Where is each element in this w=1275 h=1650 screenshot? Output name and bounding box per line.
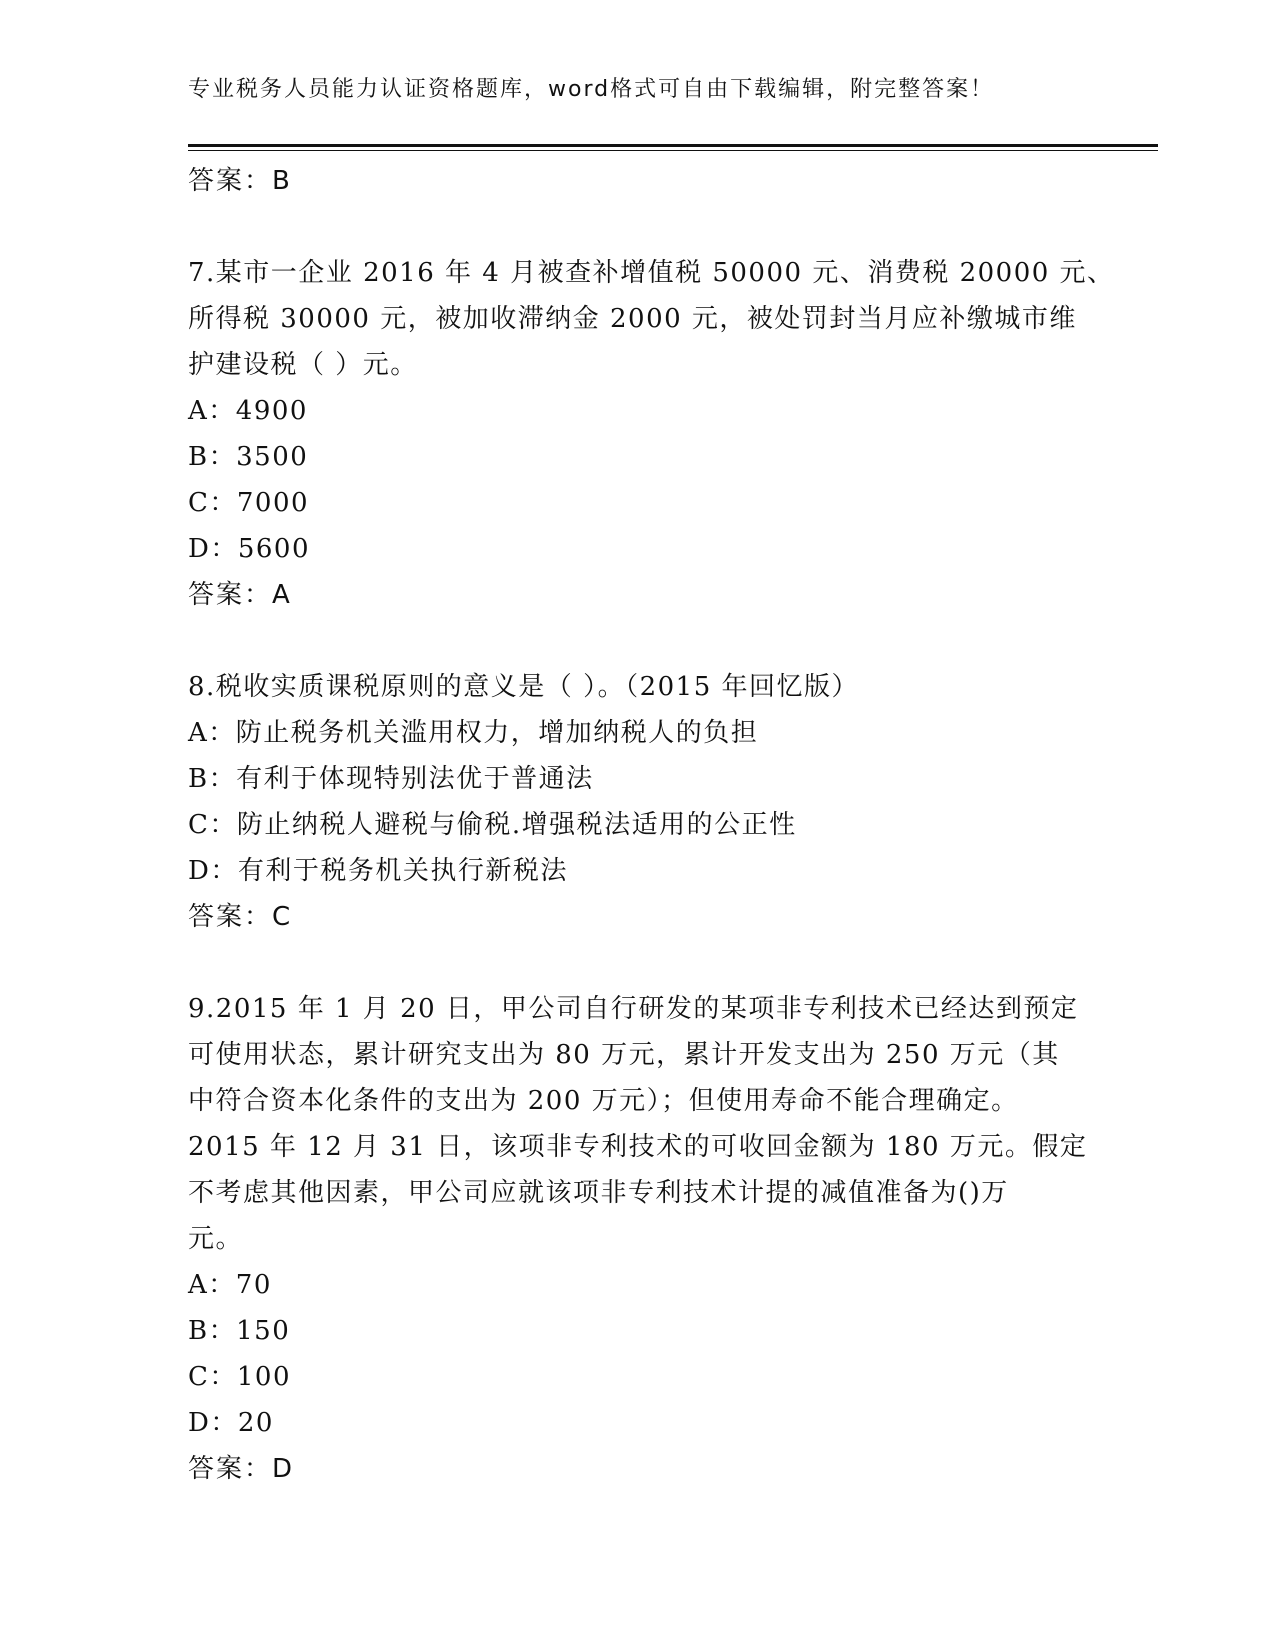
question-stem-line: 9.2015 年 1 月 20 日，甲公司自行研发的某项非专利技术已经达到预定 [188, 994, 1079, 1024]
option-b: B：3500 [188, 442, 309, 472]
option-d: D：5600 [188, 534, 311, 564]
spacer [188, 204, 1088, 250]
option-a: A：4900 [188, 396, 308, 426]
header-rule-thin [188, 150, 1158, 151]
spacer [188, 940, 1088, 986]
document-body [188, 158, 1115, 1492]
question-stem-line: 元。 [188, 1224, 244, 1254]
answer: 答案：A [188, 580, 292, 610]
question-stem-line: 不考虑其他因素，甲公司应就该项非专利技术计提的减值准备为()万 [188, 1178, 1009, 1208]
question-stem-line: 可使用状态，累计研究支出为 80 万元，累计开发支出为 250 万元（其 [188, 1040, 1060, 1070]
question-7 [188, 250, 1115, 618]
option-a: A：70 [188, 1270, 272, 1300]
option-d: D：20 [188, 1408, 274, 1438]
question-9 [188, 986, 1088, 1492]
question-stem-line: 护建设税（ ）元。 [188, 350, 418, 380]
question-stem-line: 8.税收实质课税原则的意义是（ ）。（2015 年回忆版） [188, 672, 860, 702]
answer: 答案：D [188, 1454, 295, 1484]
option-b: B：150 [188, 1316, 291, 1346]
option-c: C：防止纳税人避税与偷税.增强税法适用的公正性 [188, 810, 797, 840]
question-stem-line: 中符合资本化条件的支出为 200 万元）；但使用寿命不能合理确定。 [188, 1086, 1019, 1116]
spacer [188, 618, 1088, 664]
header-rule-thick [188, 144, 1158, 147]
option-a: A：防止税务机关滥用权力，增加纳税人的负担 [188, 718, 759, 748]
option-c: C：100 [188, 1362, 292, 1392]
question-stem-line: 2015 年 12 月 31 日，该项非专利技术的可收回金额为 180 万元。假定 [188, 1132, 1088, 1162]
question-8 [188, 664, 1088, 940]
option-d: D：有利于税务机关执行新税法 [188, 856, 568, 886]
option-b: B：有利于体现特别法优于普通法 [188, 764, 594, 794]
option-c: C：7000 [188, 488, 310, 518]
page-header: 专业税务人员能力认证资格题库，word格式可自由下载编辑，附完整答案！ [188, 77, 995, 102]
previous-answer: 答案：B [188, 166, 292, 196]
answer: 答案：C [188, 902, 293, 932]
question-stem-line: 7.某市一企业 2016 年 4 月被查补增值税 50000 元、消费税 20000 元、 [188, 258, 1115, 288]
question-stem-line: 所得税 30000 元，被加收滞纳金 2000 元，被处罚封当月应补缴城市维 [188, 304, 1077, 334]
